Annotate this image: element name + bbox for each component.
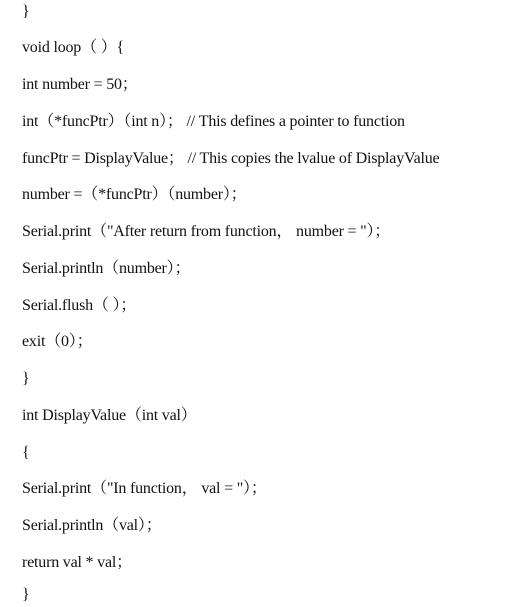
code-line: Serial.println（val）；: [22, 517, 162, 534]
code-line: exit（0）；: [22, 333, 93, 350]
code-line: Serial.print（"In function， val = "）；: [22, 480, 267, 497]
code-line: }: [22, 586, 30, 603]
code-line: }: [22, 3, 30, 20]
code-line: void loop（ ）{: [22, 39, 124, 56]
code-line: number =（*funcPtr）（number）；: [22, 186, 247, 203]
code-line: int DisplayValue（int val）: [22, 407, 197, 424]
code-line: {: [22, 444, 30, 461]
code-line: Serial.flush（ ）；: [22, 297, 137, 314]
code-line: funcPtr = DisplayValue； // This copies the lvalue of DisplayValue: [22, 150, 440, 167]
code-line: int（*funcPtr）（int n）； // This defines a pointer to function: [22, 113, 405, 130]
code-line: Serial.print（"After return from function， number = "）；: [22, 223, 391, 240]
code-line: }: [22, 370, 30, 387]
code-line: return val * val；: [22, 554, 132, 571]
code-line: int number = 50；: [22, 76, 138, 93]
code-line: Serial.println（number）；: [22, 260, 191, 277]
